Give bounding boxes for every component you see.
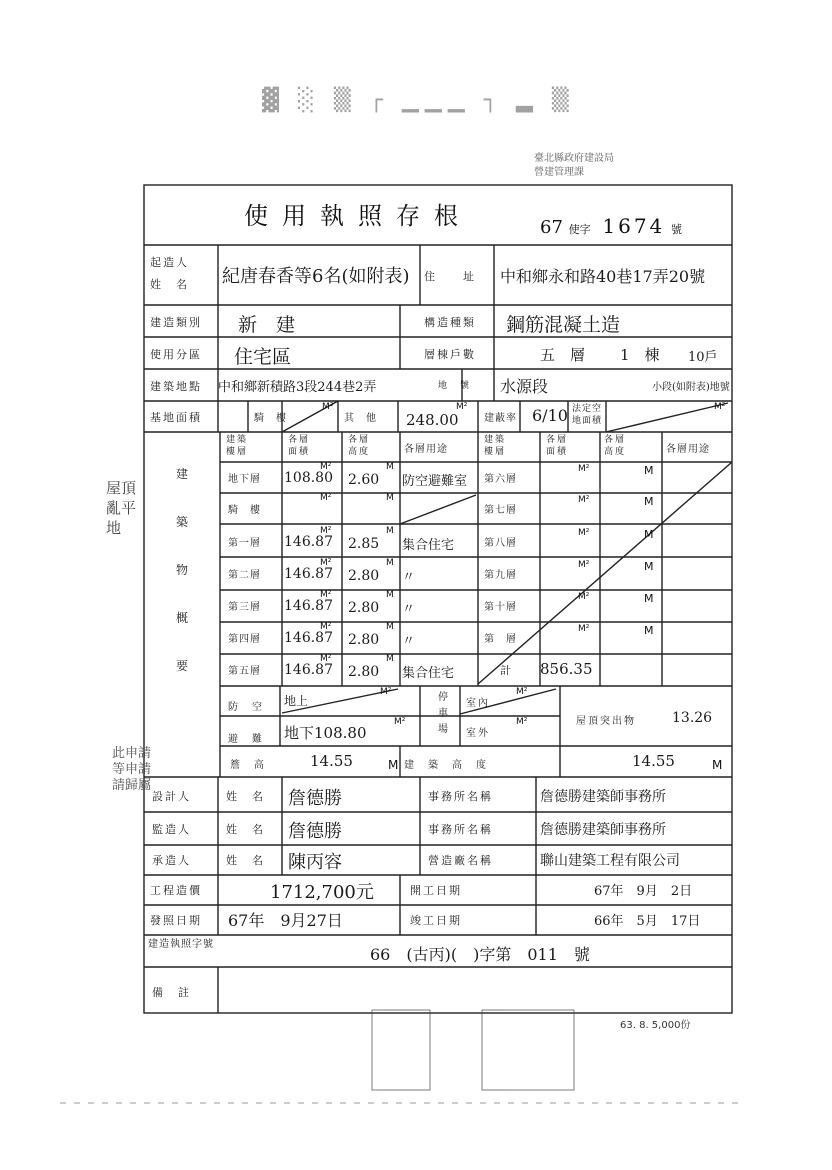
floor-height: 2.80 [348, 568, 380, 584]
value-applicant: 紀唐春香等6名(如附表) [222, 266, 410, 287]
floor-name: 第七層 [484, 505, 517, 516]
unit-m-floor: M [644, 624, 654, 637]
floor-use: 集合住宅 [402, 538, 455, 553]
floor-height: 2.80 [348, 664, 380, 680]
label-address: 住 址 [424, 270, 476, 283]
value-land-section: 水源段 [500, 377, 549, 396]
floor-height: 2.80 [348, 632, 380, 648]
value-roof-proj: 13.26 [672, 710, 713, 726]
value-supervisor-office: 詹德勝建築師事務所 [540, 822, 666, 838]
value-start: 67年 9月 2日 [594, 884, 693, 899]
unit-m2-floor: M² [320, 622, 332, 632]
unit-m2-legal: M² [714, 402, 726, 412]
unit-m2-floor: M² [320, 654, 332, 664]
floor-area: 146.87 [284, 630, 333, 646]
floor-height: 2.60 [348, 472, 380, 488]
unit-m2-other: M² [456, 402, 468, 412]
label-designer-name: 姓 名 [226, 790, 265, 803]
value-issue-date: 67年 9月27日 [228, 911, 343, 930]
label-remarks: 備 註 [152, 986, 191, 999]
margin-note-top: 屋頂 亂平 地 [106, 479, 137, 537]
value-buildings: 1 棟 [620, 346, 660, 364]
floor-use: 〃 [402, 570, 416, 585]
floor-name: 第 層 [484, 634, 517, 645]
floor-area: 146.87 [284, 662, 333, 678]
value-total-area: 856.35 [540, 660, 593, 678]
label-total: 計 [500, 664, 513, 677]
value-designer-office: 詹德勝建築師事務所 [540, 789, 666, 805]
floor-use: 集合住宅 [402, 666, 455, 681]
unit-m-floor: M [644, 560, 654, 573]
label-other: 其 他 [344, 413, 377, 424]
floor-height: 2.80 [348, 600, 380, 616]
floor-name: 第十層 [484, 602, 517, 613]
label-finish: 竣工日期 [410, 914, 462, 927]
head-use-r: 各層用途 [666, 444, 710, 455]
unit-m2-shelter1: M² [380, 687, 392, 697]
unit-m2-floor: M² [320, 558, 332, 568]
label-contractor: 承造人 [152, 854, 191, 867]
unit-m2-indoor: M² [516, 687, 528, 697]
floor-name: 第五層 [228, 666, 261, 677]
label-shelter: 防 空 避 難 [228, 702, 264, 745]
floor-area: 146.87 [284, 598, 333, 614]
header-stamp-line2: 營建管理課 [534, 167, 584, 178]
permit-number [540, 214, 682, 238]
label-roof-proj: 屋頂突出物 [576, 716, 636, 727]
label-contractor-name: 姓 名 [226, 854, 265, 867]
form-title: 使用執照存根 [244, 202, 472, 230]
floor-name: 第四層 [228, 634, 261, 645]
label-outdoor: 室外 [466, 728, 490, 739]
floor-name: 第二層 [228, 570, 261, 581]
value-eave-height: 14.55 [310, 752, 353, 770]
permit-number-label: 使字 [568, 223, 591, 236]
head-use-l: 各層用途 [404, 444, 448, 455]
unit-m2-floor: M² [578, 495, 590, 505]
head-area-r: 各層 面積 [546, 435, 569, 457]
unit-m-eave: M [388, 758, 399, 772]
floor-use: 防空避難室 [402, 474, 468, 489]
unit-m-floor: M [644, 592, 654, 605]
value-contractor-company: 聯山建築工程有限公司 [540, 853, 680, 869]
unit-m-floor: M [386, 590, 394, 600]
label-eave-height: 簷 高 [230, 760, 266, 771]
unit-m-floor: M [386, 622, 394, 632]
value-address: 中和鄉永和路40巷17弄20號 [500, 267, 706, 286]
margin-note-bottom: 此申請 等申請 請歸屬 [112, 746, 152, 793]
floor-area: 146.87 [284, 566, 333, 582]
label-floors-units: 層棟戶數 [424, 348, 476, 361]
head-height-l: 各層 高度 [348, 435, 371, 457]
label-building: 建 築 物 概 要 [176, 467, 205, 673]
unit-m-floor: M [386, 462, 394, 472]
unit-m2-floor: M² [320, 462, 332, 472]
value-contractor-name: 陳丙容 [288, 852, 342, 873]
value-households: 10戶 [688, 350, 718, 365]
label-supervisor-name: 姓 名 [226, 823, 265, 836]
unit-m2-floor: M² [578, 464, 590, 474]
unit-m-floor: M [386, 493, 394, 503]
unit-m2-floor: M² [320, 590, 332, 600]
label-site-area: 基地面積 [150, 411, 202, 424]
floor-name: 騎 樓 [228, 505, 261, 516]
floor-name: 第六層 [484, 474, 517, 485]
label-legal-open: 法定空 地面積 [572, 404, 603, 426]
label-structure: 構造種類 [424, 316, 476, 329]
header-stamp-line1: 臺北縣政府建設局 [534, 153, 614, 164]
permit-number-prefix: 67 [540, 217, 563, 238]
label-applicant: 起造人 姓 名 [150, 256, 189, 291]
floor-name: 第三層 [228, 602, 261, 613]
label-zoning: 使用分區 [150, 348, 202, 361]
unit-m2-floor: M² [578, 624, 590, 634]
unit-m2-outdoor: M² [516, 717, 528, 727]
floor-area: 146.87 [284, 534, 333, 550]
value-finish: 66年 5月 17日 [594, 914, 701, 929]
label-land-section: 地 號 [438, 381, 472, 391]
floor-name: 第八層 [484, 538, 517, 549]
unit-m-floor: M [386, 654, 394, 664]
label-parking: 停車場 [438, 692, 450, 735]
value-location: 中和鄉新積路3段244巷2弄 [218, 380, 377, 395]
value-other-area: 248.00 [406, 411, 459, 429]
unit-m2-floor: M² [578, 528, 590, 538]
floor-name: 第九層 [484, 570, 517, 581]
label-supervisor-office: 事務所名稱 [428, 823, 493, 836]
value-coverage: 6/10 [532, 406, 568, 425]
unit-m2-floor: M² [320, 493, 332, 503]
head-floor-l: 建築 樓層 [226, 435, 249, 457]
value-build-type: 新 建 [238, 314, 296, 336]
head-height-r: 各層 高度 [604, 435, 627, 457]
value-permit-no: 66 (古丙)( )字第 011 號 [370, 945, 590, 964]
unit-m-floor: M [386, 558, 394, 568]
floor-area: 108.80 [284, 470, 333, 486]
label-indoor: 室內 [466, 698, 490, 709]
value-shelter-ground: 地上 [284, 694, 309, 708]
unit-m-bldg: M [712, 758, 723, 772]
value-floors: 五 層 [540, 346, 586, 364]
footer-print: 63. 8. 5,000份 [620, 1020, 691, 1031]
label-start: 開工日期 [410, 884, 462, 897]
floor-height: 2.85 [348, 536, 380, 552]
label-issue-date: 發照日期 [150, 914, 202, 927]
floor-name: 第一層 [228, 538, 261, 549]
label-contractor-company: 營造廠名稱 [428, 854, 493, 867]
floor-use: 〃 [402, 602, 416, 617]
head-floor-r: 建築 樓層 [484, 435, 507, 457]
floor-use: 〃 [402, 634, 416, 649]
label-designer: 設計人 [152, 790, 191, 803]
unit-m2-floor: M² [578, 592, 590, 602]
value-supervisor-name: 詹德勝 [288, 821, 342, 842]
unit-m-floor: M [644, 528, 654, 541]
label-designer-office: 事務所名稱 [428, 790, 493, 803]
label-arcade: 騎 樓 [254, 413, 287, 424]
label-location: 建築地點 [150, 380, 202, 393]
unit-m2-arcade: M² [322, 402, 334, 412]
value-shelter-under: 地下108.80 [284, 724, 367, 742]
floor-name: 地下層 [228, 474, 261, 485]
permit-number-value: 1674 [602, 214, 666, 238]
unit-m2-shelter2: M² [394, 717, 406, 727]
unit-m2-floor: M² [578, 560, 590, 570]
value-bldg-height: 14.55 [632, 752, 675, 770]
unit-m-floor: M [644, 464, 654, 477]
label-supervisor: 監造人 [152, 823, 191, 836]
label-build-type: 建造類別 [150, 316, 202, 329]
value-zoning: 住宅區 [234, 346, 292, 368]
value-structure: 鋼筋混凝土造 [506, 314, 621, 336]
unit-m2-floor: M² [320, 526, 332, 536]
label-bldg-height: 建 築 高 度 [404, 760, 488, 771]
label-permit-no: 建造執照字號 [148, 939, 214, 950]
label-coverage: 建蔽率 [484, 413, 517, 424]
head-area-l: 各層 面積 [288, 435, 311, 457]
unit-m-floor: M [644, 495, 654, 508]
unit-m-floor: M [386, 526, 394, 536]
label-cost: 工程造價 [150, 884, 202, 897]
permit-number-suffix: 號 [671, 223, 683, 236]
value-land-sub: 小段(如附表)地號 [652, 382, 730, 393]
value-designer-name: 詹德勝 [288, 788, 342, 809]
header-scan-noise: ▓ ░ ▒ ┌ ▁▁▁ ┐ ▂ ▒ [262, 88, 575, 113]
value-cost: 1712,700元 [270, 882, 374, 903]
